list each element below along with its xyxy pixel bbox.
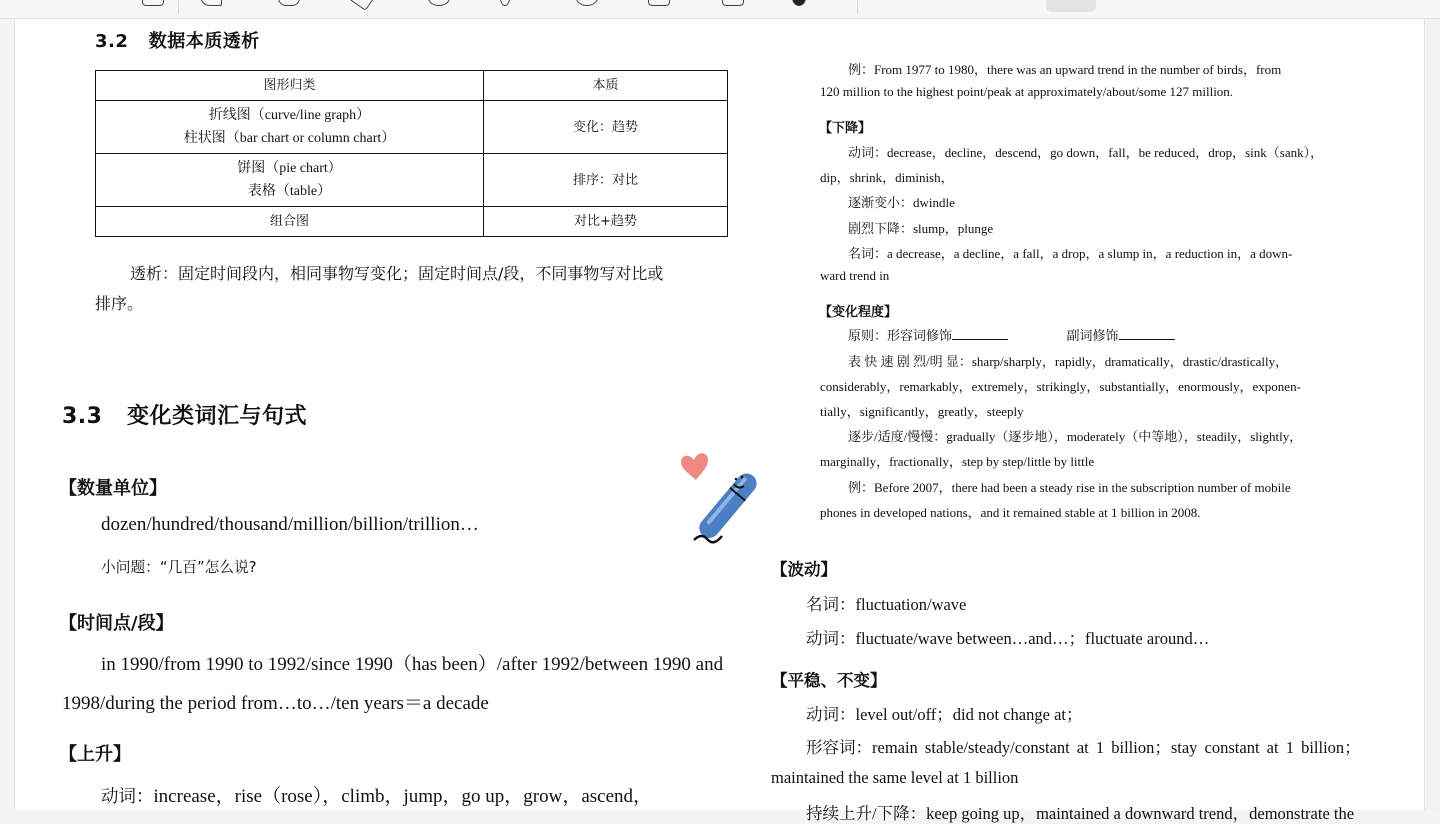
section-title: 数据本质透析 [148, 31, 260, 52]
decline-gradual: 逐渐变小：dwindle [848, 195, 955, 210]
degree-fast-2: considerably，remarkably，extremely，strikingly，substantially，enormously，exponen- [820, 379, 1301, 394]
type-line: 柱状图（bar chart or column chart） [183, 131, 396, 146]
pen-icon [695, 469, 760, 542]
fluctuation-nouns: 名词：fluctuation/wave [806, 595, 967, 614]
decline-heading: 【下降】 [819, 121, 872, 136]
time-line-1: in 1990/from 1990 to 1992/since 1990（has been）/after 1992/between 1990 and [101, 654, 724, 675]
fluctuation-heading: 【波动】 [771, 560, 837, 579]
degree-slow-2: marginally，fractionally，step by step/little by little [820, 454, 1095, 469]
heart-icon [681, 453, 708, 480]
pen-icon[interactable] [200, 0, 222, 6]
table-row [96, 101, 728, 154]
time-heading: 【时间点/段】 [59, 613, 174, 634]
color-icon[interactable] [792, 0, 806, 6]
highlighter-icon[interactable] [278, 0, 300, 6]
analysis-line-1: 透析：固定时间段内，相同事物写变化；固定时间点/段，不同事物写对比或 [130, 264, 664, 283]
decline-sharp: 剧烈下降：slump，plunge [848, 221, 994, 236]
principle-adj-label: 原则：形容词修饰 [848, 328, 953, 343]
screenshot-icon[interactable] [142, 0, 164, 6]
section-title: 变化类词汇与句式 [126, 404, 307, 429]
annotation-toolbar [0, 0, 1440, 19]
fluctuation-verbs: 动词：fluctuate/wave between…and…；fluctuate around… [806, 629, 1210, 648]
principle-adv-label: 副词修饰 [1066, 328, 1119, 343]
degree-slow-1: 逐步/适度/慢慢：gradually（逐步地），moderately（中等地），steadily，slightly， [848, 429, 1303, 444]
table-cell-essence: 变化：趋势 [484, 101, 728, 154]
rise-heading: 【上升】 [59, 744, 131, 765]
type-line: 折线图（curve/line graph） [208, 108, 371, 123]
units-heading: 【数量单位】 [59, 478, 167, 499]
stable-adj-2: maintained the same level at 1 billion [771, 768, 1019, 787]
units-question: 小问题：“几百”怎么说? [101, 559, 257, 576]
blank-line [952, 328, 1008, 340]
degree-heading: 【变化程度】 [819, 305, 898, 320]
rise-verbs-text: increase，rise（rose），climb，jump，go up，grow，ascend， [153, 786, 653, 807]
stable-verbs: 动词：level out/off；did not change at； [806, 705, 1083, 724]
table-cell-essence: 对比+趋势 [484, 207, 728, 237]
blank-line [1119, 328, 1175, 340]
table-row [96, 207, 728, 237]
sticky-note-icon[interactable] [722, 0, 744, 6]
table-cell-essence: 排序：对比 [484, 154, 728, 207]
units-words: dozen/hundred/thousand/million/billion/trillion… [101, 514, 479, 535]
decline-nouns-2: ward trend in [820, 268, 890, 283]
degree-fast-1: 表 快 速 剧 烈/明 显：sharp/sharply，rapidly，dramatically，drastic/drastically， [848, 354, 1289, 369]
toolbar-divider [857, 0, 858, 14]
analysis-line-2: 排序。 [95, 294, 144, 313]
table-row [96, 154, 728, 207]
toolbar-divider [178, 0, 179, 14]
toolbar-handle[interactable] [1046, 0, 1096, 12]
degree-example-2: phones in developed nations，and it remained stable at 1 billion in 2008. [820, 505, 1201, 520]
page-gutter [1426, 19, 1440, 810]
table-header-row [96, 71, 728, 101]
decline-verbs-2: dip，shrink，diminish， [820, 170, 954, 185]
decline-nouns-1: 名词：a decrease，a decline，a fall，a drop，a slump in，a reduction in，a down- [848, 246, 1293, 261]
chart-essence-table [95, 70, 728, 237]
table-header: 本质 [484, 71, 728, 101]
lasso-icon[interactable] [428, 0, 450, 6]
table-header: 图形归类 [96, 71, 484, 101]
degree-fast-3: tially，significantly，greatly，steeply [820, 404, 1024, 419]
time-line-2: 1998/during the period from…to…/ten years＝a decade [62, 693, 489, 714]
degree-principle [848, 325, 1175, 344]
degree-example-1: 例：Before 2007，there had been a steady rise in the subscription number of mobile [848, 480, 1291, 495]
document-page [14, 19, 1425, 823]
table-cell-types [96, 154, 484, 207]
section-heading-3-2 [95, 27, 260, 53]
table-cell-types: 组合图 [96, 207, 484, 237]
table-cell-types [96, 101, 484, 154]
example-1-line-2: 120 million to the highest point/peak at approximately/about/some 127 million. [820, 84, 1234, 99]
section-number: 3.2 [95, 31, 129, 52]
stable-heading: 【平稳、不变】 [771, 671, 887, 690]
stable-adj-1: 形容词：remain stable/steady/constant at 1 billion；stay constant at 1 billion； [806, 738, 1361, 757]
type-line: 表格（table） [247, 184, 332, 199]
rise-verbs-label: 动词： [101, 787, 154, 807]
laser-pointer-icon[interactable] [500, 0, 510, 6]
eraser-icon[interactable] [347, 0, 374, 11]
pen-with-heart-sticker [676, 448, 766, 558]
decline-verbs-1: 动词：decrease，decline，descend，go down，fall，be reduced，drop，sink（sank）， [848, 145, 1324, 160]
section-number: 3.3 [62, 404, 103, 429]
example-1-line-1: 例：From 1977 to 1980，there was an upward trend in the number of birds，from [848, 62, 1282, 77]
stable-continuous: 持续上升/下降：keep going up，maintained a downward trend，demonstrate the [806, 804, 1355, 823]
type-line: 饼图（pie chart） [237, 161, 342, 176]
text-box-icon[interactable] [648, 0, 670, 6]
section-heading-3-3 [62, 399, 307, 430]
rise-verbs [101, 781, 652, 808]
shape-icon[interactable] [576, 0, 598, 6]
